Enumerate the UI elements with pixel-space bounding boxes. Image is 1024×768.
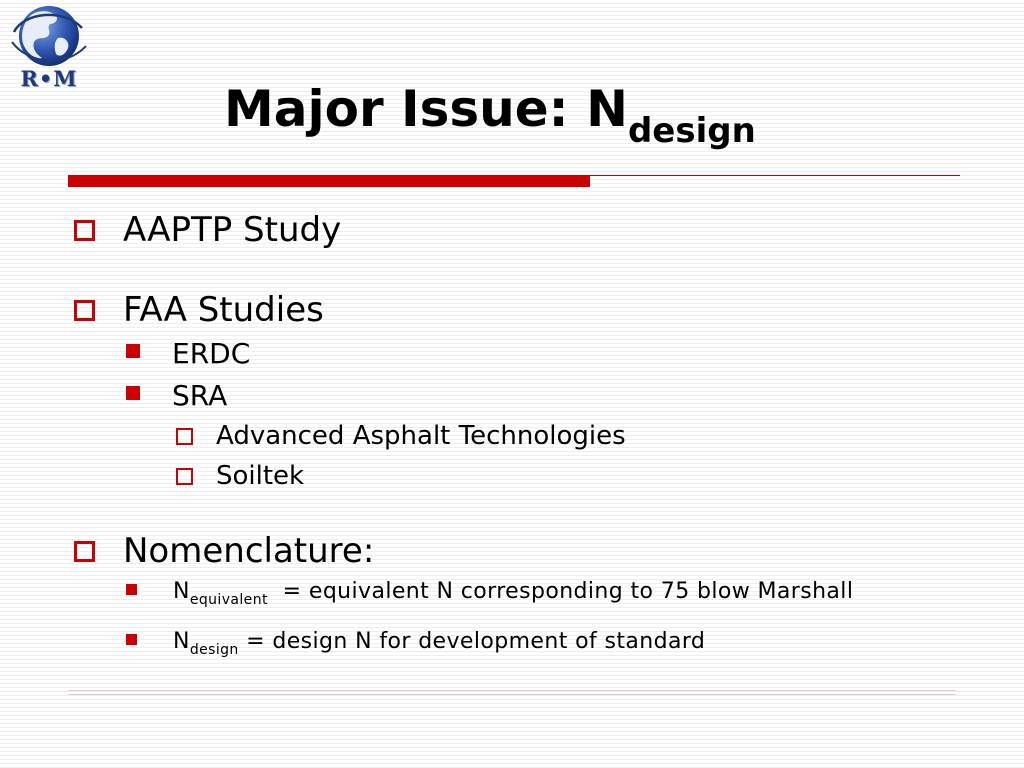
- n-symbol: N: [173, 579, 190, 604]
- hollow-square-icon: [74, 541, 95, 562]
- definition-n-equivalent: [126, 577, 853, 609]
- hollow-square-icon: [74, 220, 95, 241]
- sub-sub-bullet-aat: [176, 420, 626, 452]
- bullet-text: FAA Studies: [123, 290, 324, 330]
- bullet-text: ERDC: [172, 337, 251, 370]
- n-subscript: equivalent: [189, 592, 268, 608]
- bullet-text: Advanced Asphalt Technologies: [216, 421, 626, 451]
- filled-square-icon: [126, 584, 137, 595]
- title-main: Major Issue: N: [224, 80, 628, 138]
- hollow-square-icon: [176, 428, 193, 445]
- n-definition: = design N for development of standard: [238, 629, 706, 654]
- bullet-text: Soiltek: [216, 461, 305, 491]
- title-underline-thick: [68, 175, 590, 187]
- bullet-text: AAPTP Study: [123, 210, 342, 250]
- sub-bullet-sra: [126, 379, 227, 413]
- slide-title: [224, 76, 756, 151]
- bullet-text: SRA: [172, 379, 228, 412]
- n-subscript: design: [189, 642, 239, 658]
- definition-text: [173, 627, 705, 659]
- definition-text: [173, 577, 853, 609]
- title-underline-thin: [590, 175, 960, 176]
- logo-text: R•M: [20, 66, 78, 91]
- sub-bullet-erdc: [126, 337, 250, 371]
- sub-sub-bullet-soiltek: [176, 460, 304, 492]
- bullet-faa-studies: [74, 290, 324, 330]
- definition-n-design: [126, 627, 705, 659]
- filled-square-icon: [126, 386, 140, 400]
- hollow-square-icon: [74, 300, 95, 321]
- title-subscript: design: [627, 111, 756, 151]
- n-definition: = equivalent N corresponding to 75 blow Marshall: [275, 579, 854, 604]
- filled-square-icon: [126, 344, 140, 358]
- hollow-square-icon: [176, 468, 193, 485]
- footer-divider: [68, 690, 956, 695]
- n-symbol: N: [173, 629, 190, 654]
- filled-square-icon: [126, 634, 137, 645]
- bullet-text: Nomenclature:: [123, 531, 375, 571]
- bullet-nomenclature: [74, 531, 374, 571]
- bullet-aaptp-study: [74, 210, 341, 250]
